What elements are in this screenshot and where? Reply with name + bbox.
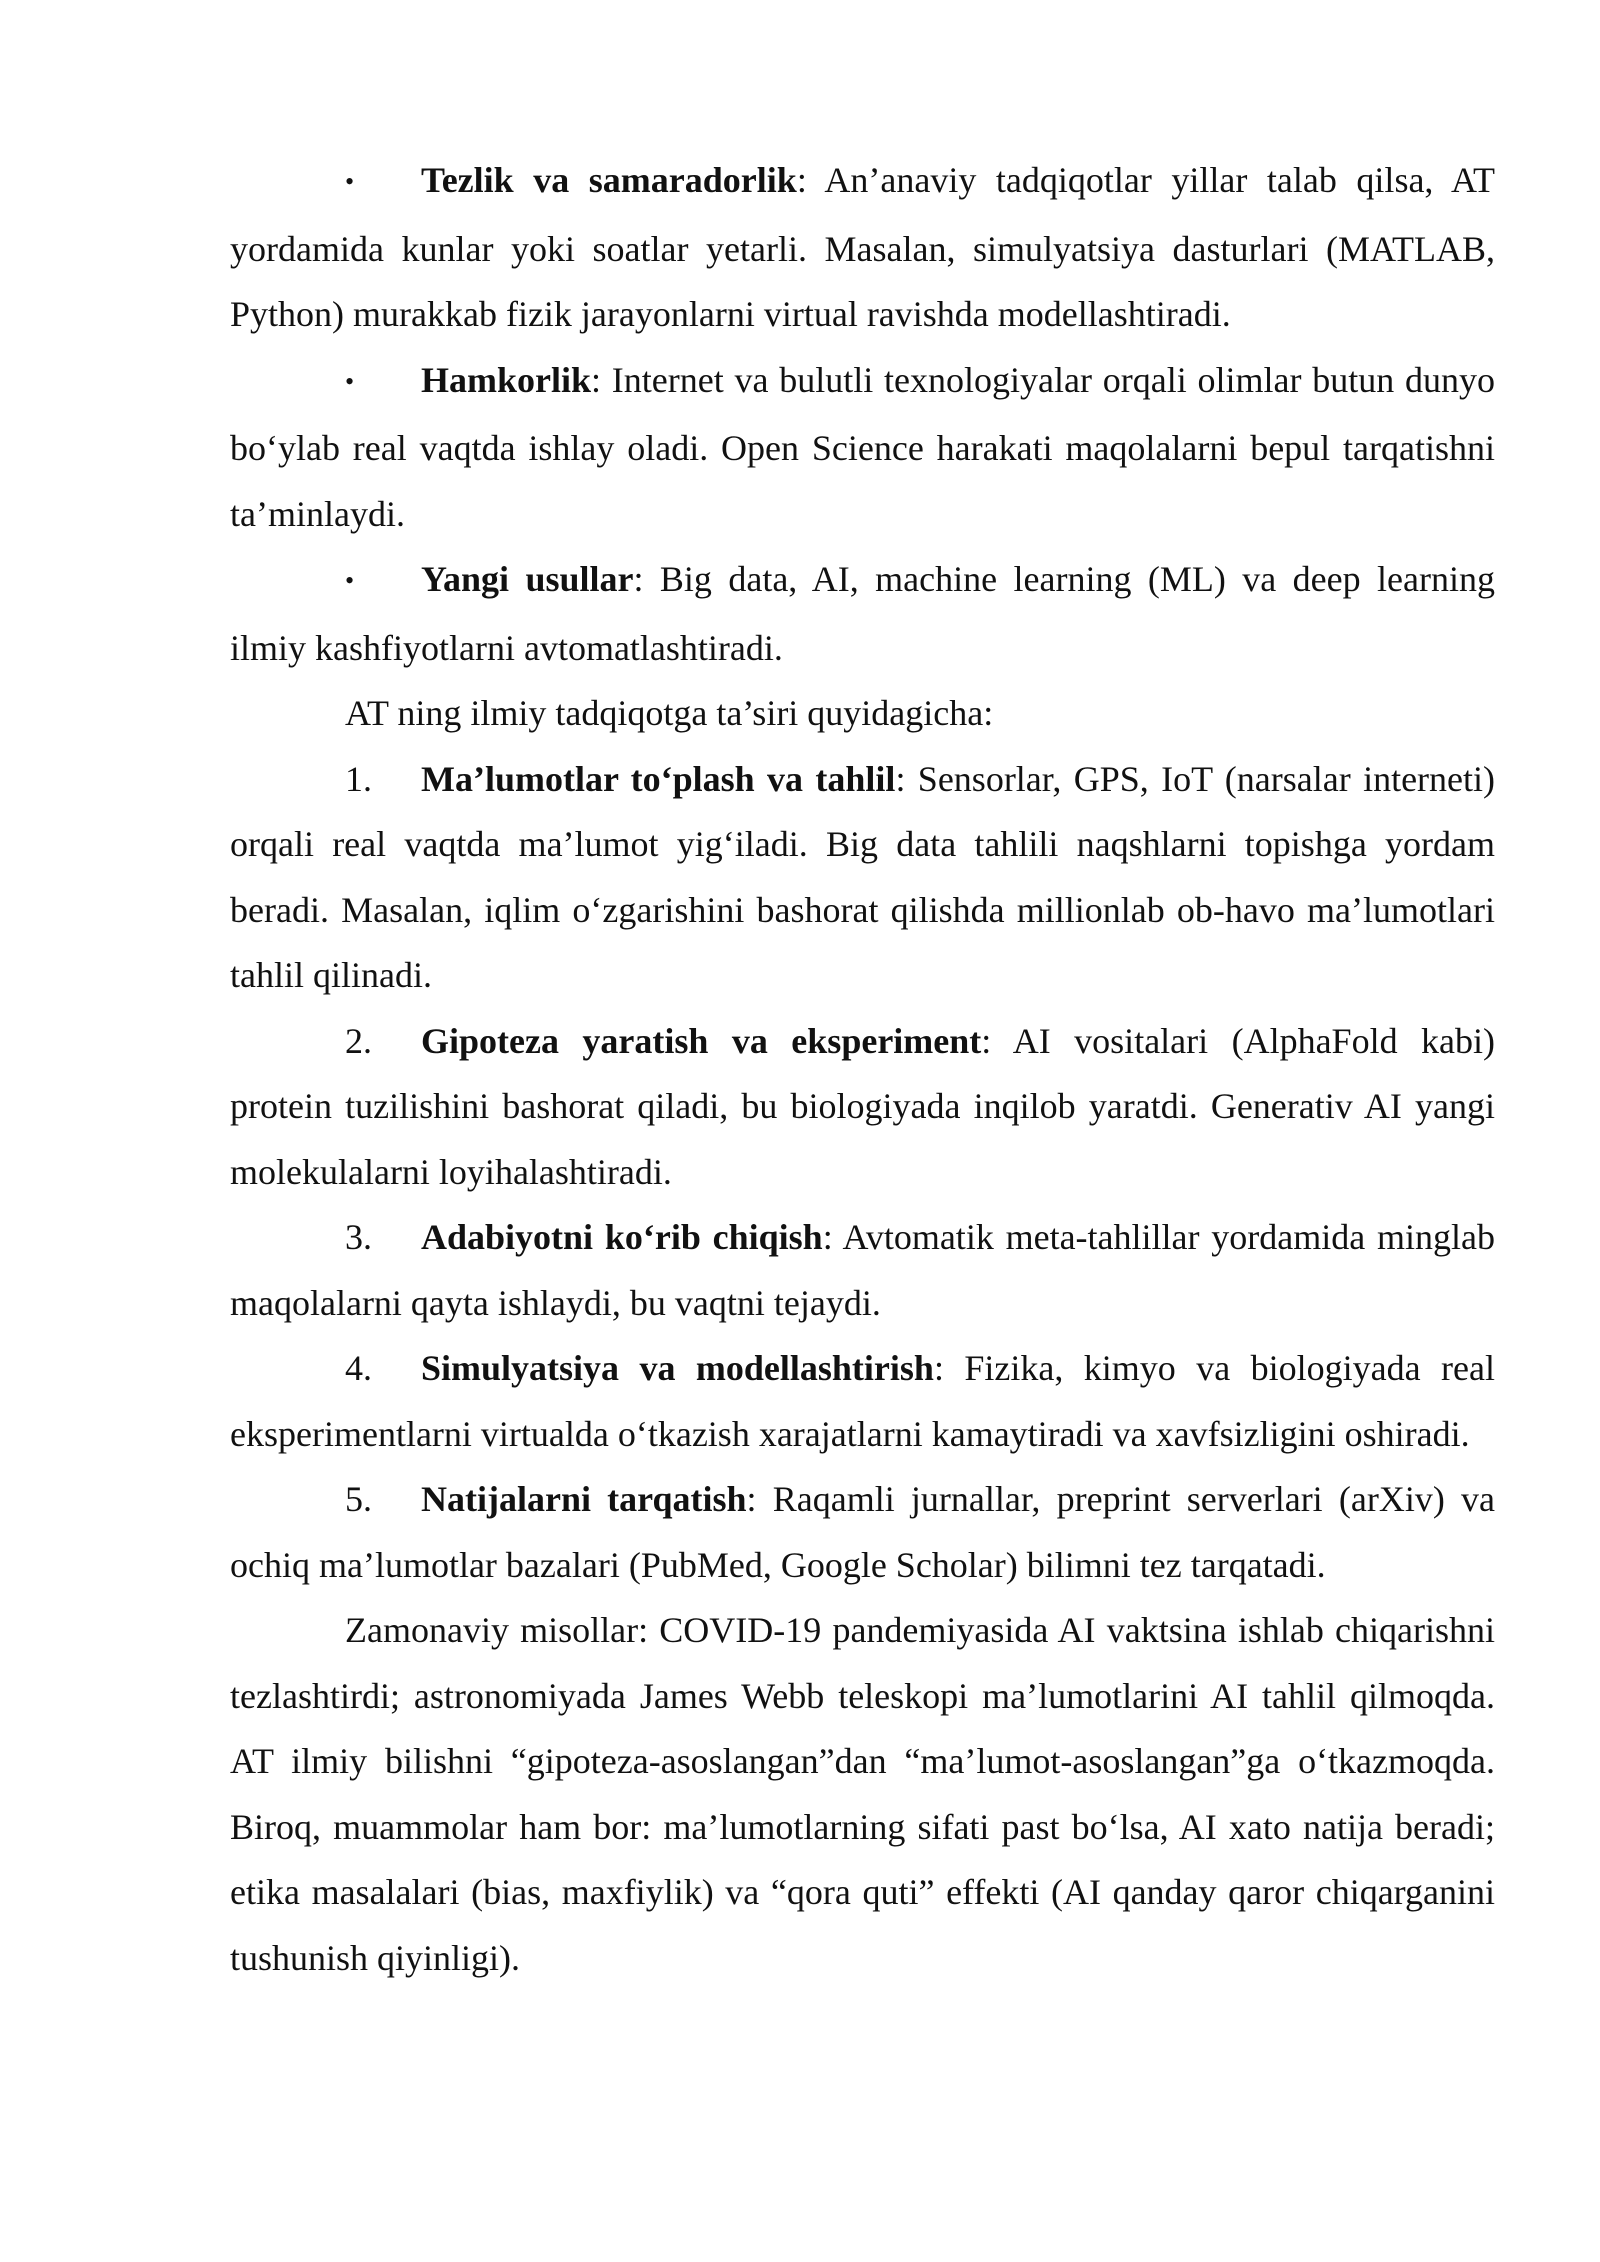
bullet-text: : Big data, AI, machine learning (ML) va deep learning ilmiy kashfiyotlarni avtomatlashtiradi. <box>230 559 1495 668</box>
document-page <box>230 148 1495 1991</box>
numbered-text: : Fizika, kimyo va biologiyada real eksperimentlarni virtualda o‘tkazish xarajatlarni kamaytiradi va xavfsizligini oshiradi. <box>230 1348 1495 1454</box>
numbered-term: Ma’lumotlar to‘plash va tahlil <box>421 758 896 799</box>
numbered-term: Adabiyotni ko‘rib chiqish <box>421 1217 823 1257</box>
numbered-item <box>230 1009 1495 1206</box>
numbered-item <box>230 1205 1495 1336</box>
bullet-item <box>230 547 1495 681</box>
numbered-term: Natijalarni tarqatish <box>421 1479 747 1519</box>
numbered-item <box>230 1336 1495 1467</box>
intro-paragraph: AT ning ilmiy tadqiqotga ta’siri quyidagicha: <box>345 693 994 733</box>
number-marker: 1. <box>345 758 372 799</box>
bullet-marker: • <box>345 366 355 396</box>
bullet-text: : An’anaviy tadqiqotlar yillar talab qilsa, AT yordamida kunlar yoki soatlar yetarli. Masalan, simulyatsiya dasturlari (MATLAB, Python) murakkab fizik jarayonlarni virtual ravishda modellashtiradi. <box>230 160 1495 334</box>
numbered-text: : AI vositalari (AlphaFold kabi) protein tuzilishini bashorat qiladi, bu biologiyada inqilob yaratdi. Generativ AI yangi molekulalarni loyihalashtiradi. <box>230 1020 1495 1192</box>
bullet-term: Hamkorlik <box>421 359 592 400</box>
bullet-term: Yangi usullar <box>421 559 634 599</box>
conclusion-paragraph: Zamonaviy misollar: COVID-19 pandemiyasida AI vaktsina ishlab chiqarishni tezlashtirdi; astronomiyada James Webb teleskopi ma’lumotlarini AI tahlil qilmoqda. AT ilmiy bilishni “gipoteza-asoslangan”dan “ma’lumot-asoslangan”ga o‘tkazmoqda. Biroq, muammolar ham bor: ma’lumotlarning sifati past bo‘lsa, AI xato natija beradi; etika masalalari (bias, maxfiylik) va “qora quti” effekti (AI qanday qaror chiqarganini tushunish qiyinligi). <box>230 1610 1495 1978</box>
bullet-item <box>230 148 1495 348</box>
bullet-item <box>230 348 1495 548</box>
numbered-term: Gipoteza yaratish va eksperiment <box>421 1020 982 1061</box>
numbered-item <box>230 1467 1495 1598</box>
numbered-term: Simulyatsiya va modellashtirish <box>421 1348 934 1388</box>
number-marker: 2. <box>345 1020 372 1061</box>
numbered-text: : Avtomatik meta-tahlillar yordamida minglab maqolalarni qayta ishlaydi, bu vaqtni tejaydi. <box>230 1217 1496 1323</box>
bullet-term: Tezlik va samaradorlik <box>421 160 797 200</box>
numbered-text: : Raqamli jurnallar, preprint serverlari (arXiv) va ochiq ma’lumotlar bazalari (PubMed, Google Scholar) bilimni tez tarqatadi. <box>230 1479 1495 1585</box>
bullet-marker: • <box>345 167 355 196</box>
number-marker: 4. <box>345 1348 372 1388</box>
numbered-item <box>230 747 1495 1009</box>
bullet-text: : Internet va bulutli texnologiyalar orqali olimlar butun dunyo bo‘ylab real vaqtda ishlay oladi. Open Science harakati maqolalarni bepul tarqatishni ta’minlaydi. <box>230 359 1495 534</box>
numbered-text: : Sensorlar, GPS, IoT (narsalar interneti) orqali real vaqtda ma’lumot yig‘iladi. Big data tahlili naqshlarni topishga yordam beradi. Masalan, iqlim o‘zgarishini bashorat qilishda millionlab ob-havo ma’lumotlari tahlil qilinadi. <box>230 758 1496 995</box>
bullet-marker: • <box>345 566 355 595</box>
number-marker: 5. <box>345 1479 372 1519</box>
number-marker: 3. <box>345 1217 372 1257</box>
